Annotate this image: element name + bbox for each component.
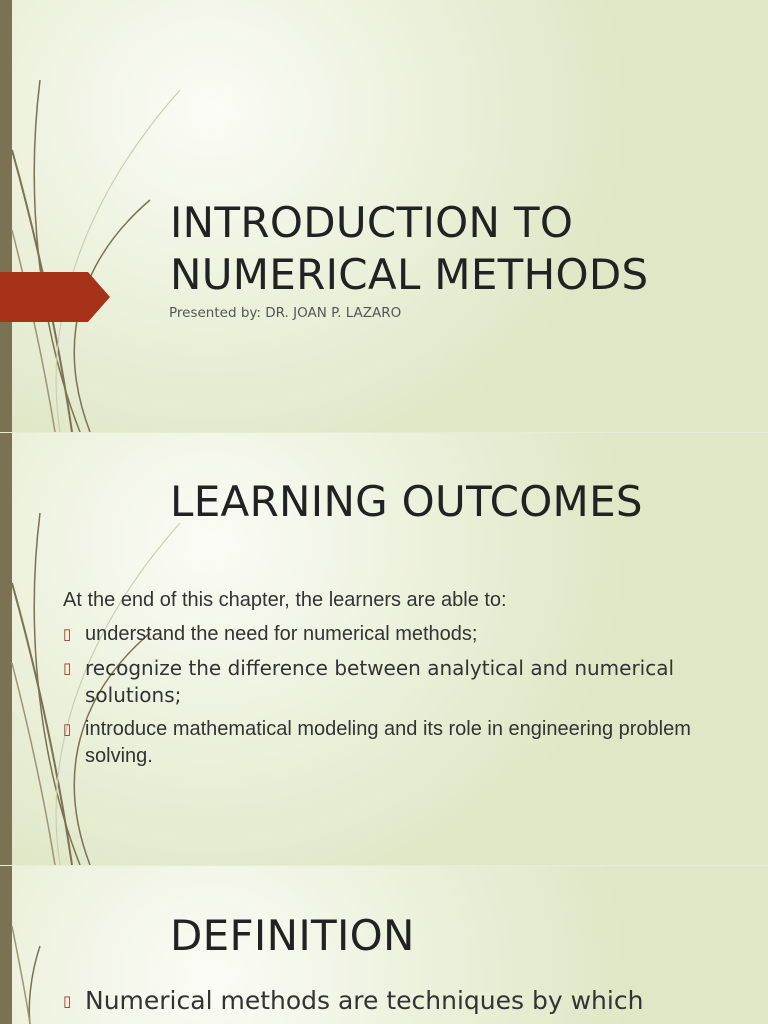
list-item-text: introduce mathematical modeling and its role in engineering problem solving.: [85, 718, 691, 767]
square-bullet-icon: ▯: [63, 659, 72, 677]
slide-1-title: INTRODUCTION TO NUMERICAL METHODS: [170, 198, 649, 299]
slide-2-title: LEARNING OUTCOMES: [170, 477, 643, 526]
list-item: [63, 621, 703, 648]
list-item: [63, 655, 703, 709]
slide-3-title: DEFINITION: [170, 911, 415, 960]
list-item-text: recognize the difference between analytical and numerical solutions;: [85, 656, 675, 707]
outcomes-list: [63, 621, 703, 777]
title-tag-arrow: [0, 272, 110, 322]
list-item-text: understand the need for numerical methods;: [85, 623, 478, 645]
list-item-text: Numerical methods are techniques by which: [85, 986, 644, 1015]
square-bullet-icon: ▯: [63, 721, 72, 738]
list-item: [63, 716, 703, 770]
definition-list: [63, 985, 753, 1017]
list-item: [63, 985, 753, 1017]
square-bullet-icon: ▯: [63, 992, 72, 1010]
outcomes-intro: At the end of this chapter, the learners are able to:: [63, 589, 507, 611]
presenter-subtitle: Presented by: DR. JOAN P. LAZARO: [169, 305, 402, 321]
square-bullet-icon: ▯: [63, 626, 72, 643]
